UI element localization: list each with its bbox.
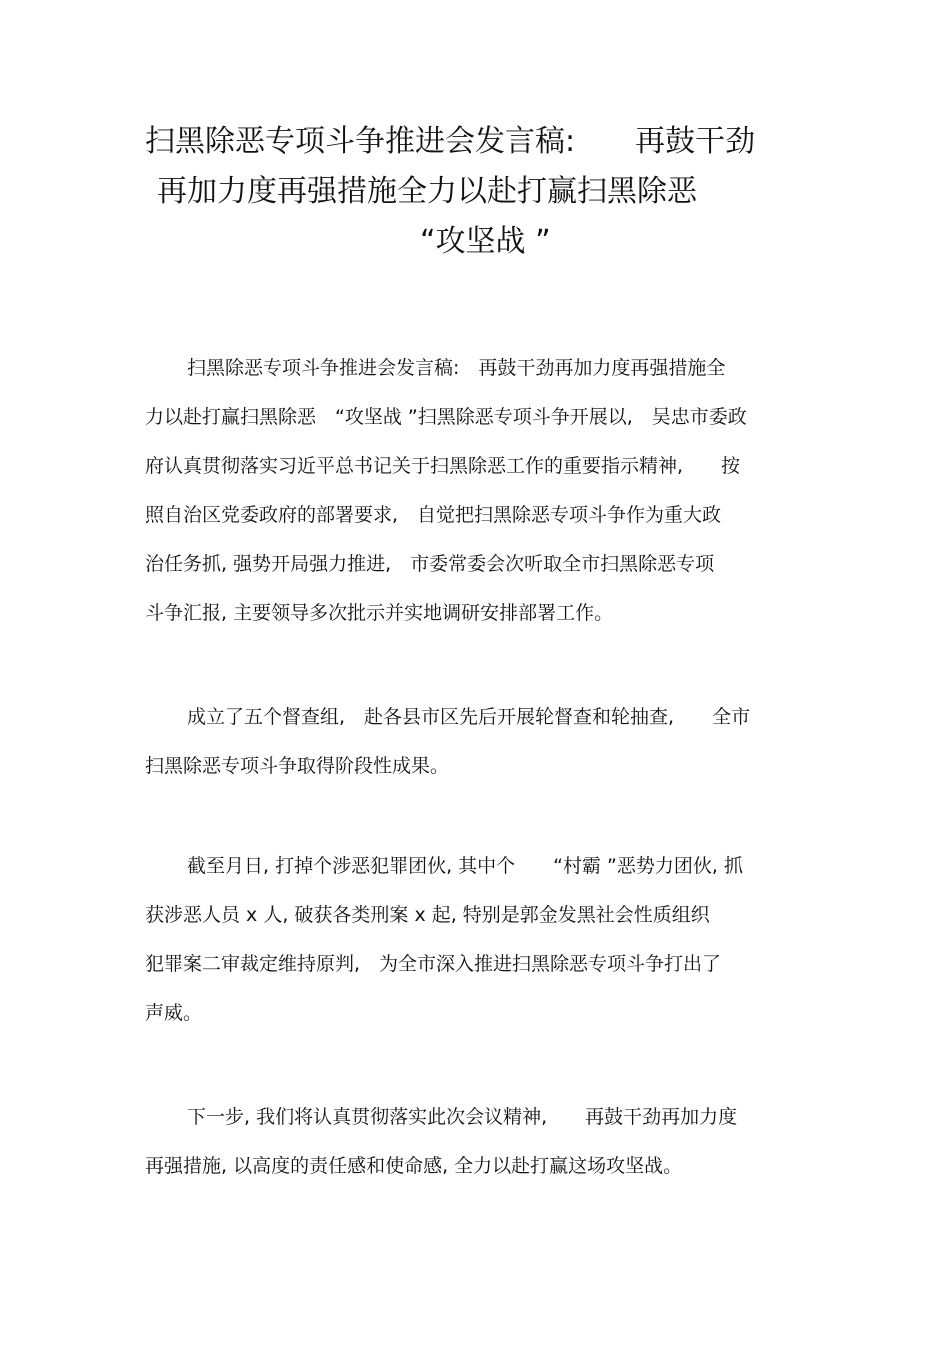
paragraph-line: 再强措施, 以高度的责任感和使命感, 全力以赴打赢这场攻坚战。 (145, 1155, 683, 1177)
paragraph-line: 府认真贯彻落实习近平总书记关于扫黑除恶工作的重要指示精神, 按 (145, 455, 741, 477)
paragraph-line: 扫黑除恶专项斗争取得阶段性成果。 (145, 755, 450, 777)
title-line-1: 扫黑除恶专项斗争推进会发言稿: 再鼓干劲 (145, 124, 756, 159)
paragraph-line: 声威。 (145, 1002, 203, 1024)
paragraph-line: 成立了五个督查组, 赴各县市区先后开展轮督查和轮抽查, 全市 (187, 706, 751, 728)
paragraph-line: 照自治区党委政府的部署要求, 自觉把扫黑除恶专项斗争作为重大政 (145, 504, 722, 526)
paragraph-line: 力以赴打赢扫黑除恶 “攻坚战 ”扫黑除恶专项斗争开展以, 吴忠市委政 (145, 406, 747, 428)
paragraph-line: 截至月日, 打掉个涉恶犯罪团伙, 其中个 “村霸 ”恶势力团伙, 抓 (187, 855, 743, 877)
title-line-3: “攻坚战 ” (420, 224, 551, 259)
paragraph-line: 下一步, 我们将认真贯彻落实此次会议精神, 再鼓干劲再加力度 (187, 1106, 738, 1128)
paragraph-line: 治任务抓, 强势开局强力推进, 市委常委会次听取全市扫黑除恶专项 (145, 553, 715, 575)
paragraph-line: 扫黑除恶专项斗争推进会发言稿: 再鼓干劲再加力度再强措施全 (187, 357, 726, 379)
paragraph-line: 斗争汇报, 主要领导多次批示并实地调研安排部署工作。 (145, 602, 614, 624)
title-line-2: 再加力度再强措施全力以赴打赢扫黑除恶 (157, 174, 697, 209)
paragraph-line: 犯罪案二审裁定维持原判, 为全市深入推进扫黑除恶专项斗争打出了 (145, 953, 722, 975)
paragraph-line: 获涉恶人员 x 人, 破获各类刑案 x 起, 特别是郭金发黑社会性质组织 (145, 904, 710, 926)
